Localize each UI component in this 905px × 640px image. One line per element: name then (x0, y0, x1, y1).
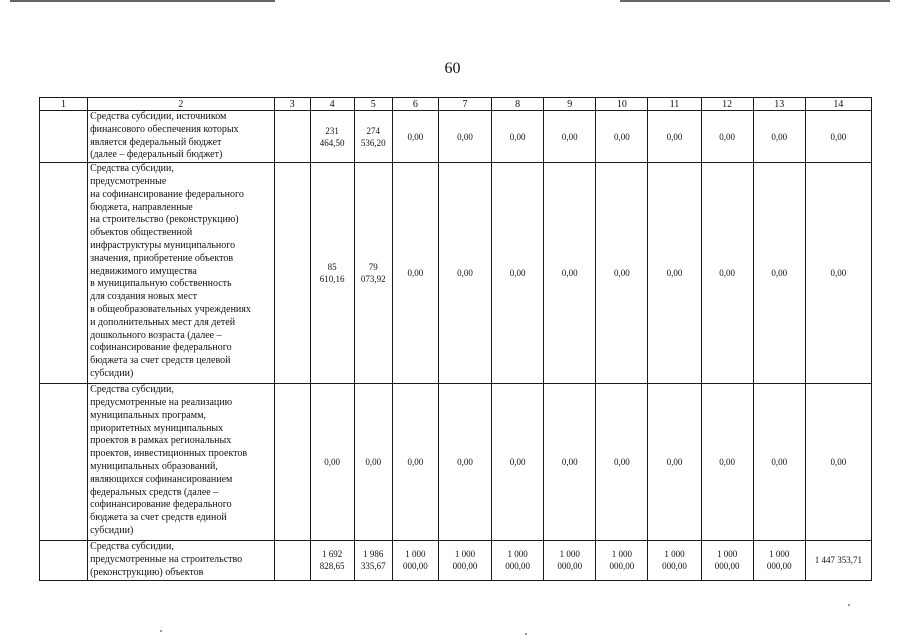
value-cell: 0,00 (805, 111, 871, 163)
budget-table (39, 97, 872, 581)
value-cell: 0,00 (701, 384, 753, 541)
value-cell: 1 000 000,00 (596, 541, 648, 580)
header-row (40, 98, 872, 111)
column-header: 7 (438, 98, 491, 111)
row-index-cell (40, 541, 88, 580)
value-cell: 231 464,50 (310, 111, 354, 163)
value-cell: 0,00 (492, 111, 544, 163)
table-row (40, 384, 872, 541)
value-cell: 0,00 (310, 384, 354, 541)
table-row (40, 111, 872, 163)
value-cell: 1 000 000,00 (701, 541, 753, 580)
value-cell: 0,00 (648, 163, 701, 384)
value-cell: 0,00 (492, 163, 544, 384)
column-header: 11 (648, 98, 701, 111)
value-cell: 0,00 (544, 111, 596, 163)
value-cell: 0,00 (753, 163, 805, 384)
value-cell: 0,00 (354, 384, 392, 541)
value-cell: 0,00 (596, 384, 648, 541)
code-cell (274, 541, 310, 580)
table-row (40, 541, 872, 580)
code-cell (274, 111, 310, 163)
column-header: 2 (88, 98, 274, 111)
description-cell: Средства субсидии, предусмотренные на реализацию муниципальных программ, приоритетных муниципальных проектов в рамках региональных проектов, инвестиционных проектов муниципальных образований, являющихся софинансированием федеральных средств (далее – софинансирование федерального бюджета за счет средств единой субсидии) (88, 384, 274, 541)
value-cell: 274 536,20 (354, 111, 392, 163)
column-header: 12 (701, 98, 753, 111)
value-cell: 0,00 (701, 111, 753, 163)
value-cell: 0,00 (596, 111, 648, 163)
column-header: 6 (392, 98, 438, 111)
code-cell (274, 163, 310, 384)
scan-edge-left (10, 0, 275, 2)
value-cell: 0,00 (544, 384, 596, 541)
description-cell: Средства субсидии, источником финансового обеспечения которых является федеральный бюджет (далее – федеральный бюджет) (88, 111, 274, 163)
value-cell: 0,00 (753, 384, 805, 541)
value-cell: 1 000 000,00 (438, 541, 491, 580)
value-cell: 0,00 (392, 163, 438, 384)
value-cell: 0,00 (805, 163, 871, 384)
scan-speck (848, 604, 850, 606)
value-cell: 0,00 (648, 111, 701, 163)
value-cell: 1 000 000,00 (492, 541, 544, 580)
column-header: 10 (596, 98, 648, 111)
value-cell: 0,00 (648, 384, 701, 541)
column-header: 13 (753, 98, 805, 111)
value-cell: 1 000 000,00 (753, 541, 805, 580)
column-header: 1 (40, 98, 88, 111)
value-cell: 85 610,16 (310, 163, 354, 384)
value-cell: 1 692 828,65 (310, 541, 354, 580)
value-cell: 1 447 353,71 (805, 541, 871, 580)
column-header: 4 (310, 98, 354, 111)
value-cell: 0,00 (438, 111, 491, 163)
value-cell: 0,00 (805, 384, 871, 541)
column-header: 5 (354, 98, 392, 111)
row-index-cell (40, 384, 88, 541)
value-cell: 0,00 (392, 111, 438, 163)
value-cell: 0,00 (492, 384, 544, 541)
scan-speck (160, 630, 162, 632)
scan-speck (525, 633, 527, 635)
value-cell: 0,00 (753, 111, 805, 163)
column-header: 9 (544, 98, 596, 111)
value-cell: 0,00 (544, 163, 596, 384)
value-cell: 1 000 000,00 (392, 541, 438, 580)
value-cell: 79 073,92 (354, 163, 392, 384)
value-cell: 1 986 335,67 (354, 541, 392, 580)
row-index-cell (40, 111, 88, 163)
value-cell: 0,00 (438, 384, 491, 541)
table-body (40, 98, 872, 581)
description-cell: Средства субсидии, предусмотренные на софинансирование федерального бюджета, направленные на строительство (реконструкцию) объектов общественной инфраструктуры муниципального значения, приобретение объектов недвижимого имущества в муниципальную собственность для создания новых мест в общеобразовательных учреждениях и дополнительных мест для детей дошкольного возраста (далее – софинансирование федерального бюджета за счет средств целевой субсидии) (88, 163, 274, 384)
page-number: 60 (444, 60, 461, 77)
value-cell: 0,00 (392, 384, 438, 541)
scan-edge-right (620, 0, 890, 2)
value-cell: 0,00 (701, 163, 753, 384)
value-cell: 0,00 (596, 163, 648, 384)
column-header: 3 (274, 98, 310, 111)
value-cell: 1 000 000,00 (544, 541, 596, 580)
column-header: 14 (805, 98, 871, 111)
value-cell: 1 000 000,00 (648, 541, 701, 580)
row-index-cell (40, 163, 88, 384)
table-row (40, 163, 872, 384)
column-header: 8 (492, 98, 544, 111)
value-cell: 0,00 (438, 163, 491, 384)
description-cell: Средства субсидии, предусмотренные на строительство (реконструкцию) объектов (88, 541, 274, 580)
code-cell (274, 384, 310, 541)
